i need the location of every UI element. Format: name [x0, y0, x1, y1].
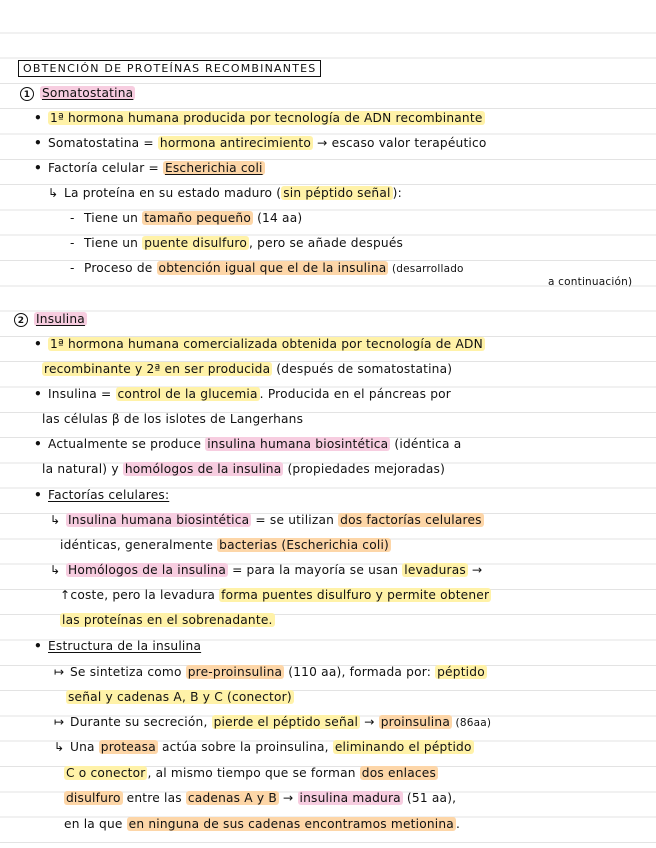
- s2-line-16: ↦ Durante su secreción, pierde el péptido señal → proinsulina (86aa): [54, 715, 492, 729]
- s2-line-8: ↳ Insulina humana biosintética = se utilizan dos factorías celulares: [50, 513, 482, 527]
- s2-line-10: ↳ Homólogos de la insulina = para la mayoría se usan levaduras →: [50, 563, 483, 577]
- s1-line-1: • 1ª hormona humana producida por tecnología de ADN recombinante: [34, 111, 483, 125]
- s1-line-5: - Tiene un tamaño pequeño (14 aa): [70, 211, 303, 225]
- s1-line-8: a continuación): [548, 276, 633, 288]
- right-arrow-icon: ↳: [50, 563, 61, 577]
- s1-line-7: - Proceso de obtención igual que el de la insulina (desarrollado: [70, 261, 464, 275]
- s2-line-14: ↦ Se sintetiza como pre-proinsulina (110 aa), formada por: péptido: [54, 665, 485, 679]
- s1-line-3: • Factoría celular = Escherichia coli: [34, 161, 263, 175]
- right-arrow-icon: ↦: [54, 715, 65, 729]
- section-number-2: 2: [14, 313, 28, 327]
- s1-line-4: ↳ La proteína en su estado maduro ( sin péptido señal ):: [48, 186, 402, 200]
- s2-line-11: ↑coste, pero la levadura forma puentes disulfuro y permite obtener: [60, 588, 490, 602]
- right-arrow-icon: ↳: [50, 513, 61, 527]
- s2-line-17: ↳ Una proteasa actúa sobre la proinsulina, eliminando el péptido: [54, 740, 472, 754]
- s2-line-12: las proteínas en el sobrenadante.: [62, 613, 273, 627]
- right-arrow-icon: ↦: [54, 665, 65, 679]
- s2-line-9: idénticas, generalmente bacterias (Escherichia coli): [60, 538, 389, 552]
- s2-line-5: • Actualmente se produce insulina humana biosintética (idéntica a: [34, 437, 462, 451]
- s2-line-2: recombinante y 2ª en ser producida (después de somatostatina): [44, 362, 453, 376]
- s1-line-2: • Somatostatina = hormona antirecimiento → escaso valor terapéutico: [34, 136, 487, 150]
- s2-line-18: C o conector , al mismo tiempo que se forman dos enlaces: [66, 766, 437, 780]
- s2-line-20: en la que en ninguna de sus cadenas encontramos metionina .: [64, 817, 461, 831]
- somatostatina-heading: Somatostatina: [42, 86, 134, 100]
- s2-line-6: la natural) y homólogos de la insulina (propiedades mejoradas): [42, 462, 446, 476]
- section-1-heading: [20, 85, 135, 101]
- s2-line-19: disulfuro entre las cadenas A y B → insulina madura (51 aa),: [66, 791, 457, 805]
- s1-line-6: - Tiene un puente disulfuro , pero se añade después: [70, 236, 404, 250]
- s2-line-3: • Insulina = control de la glucemia . Producida en el páncreas por: [34, 387, 452, 401]
- s2-line-4: las células β de los islotes de Langerhans: [42, 412, 304, 426]
- s2-line-1: • 1ª hormona humana comercializada obtenida por tecnología de ADN: [34, 337, 483, 351]
- s2-line-13: • Estructura de la insulina: [34, 639, 202, 653]
- corner-arrow-icon: ↳: [54, 740, 65, 754]
- title-line: [18, 60, 321, 77]
- section-number-1: 1: [20, 87, 34, 101]
- section-2-heading: [14, 311, 87, 327]
- insulina-heading: Insulina: [36, 312, 85, 326]
- s2-line-15: señal y cadenas A, B y C (conector): [68, 690, 292, 704]
- corner-arrow-icon: ↳: [48, 186, 59, 200]
- page-title: OBTENCIÓN DE PROTEÍNAS RECOMBINANTES: [18, 60, 321, 77]
- s2-line-7: • Factorías celulares:: [34, 488, 170, 502]
